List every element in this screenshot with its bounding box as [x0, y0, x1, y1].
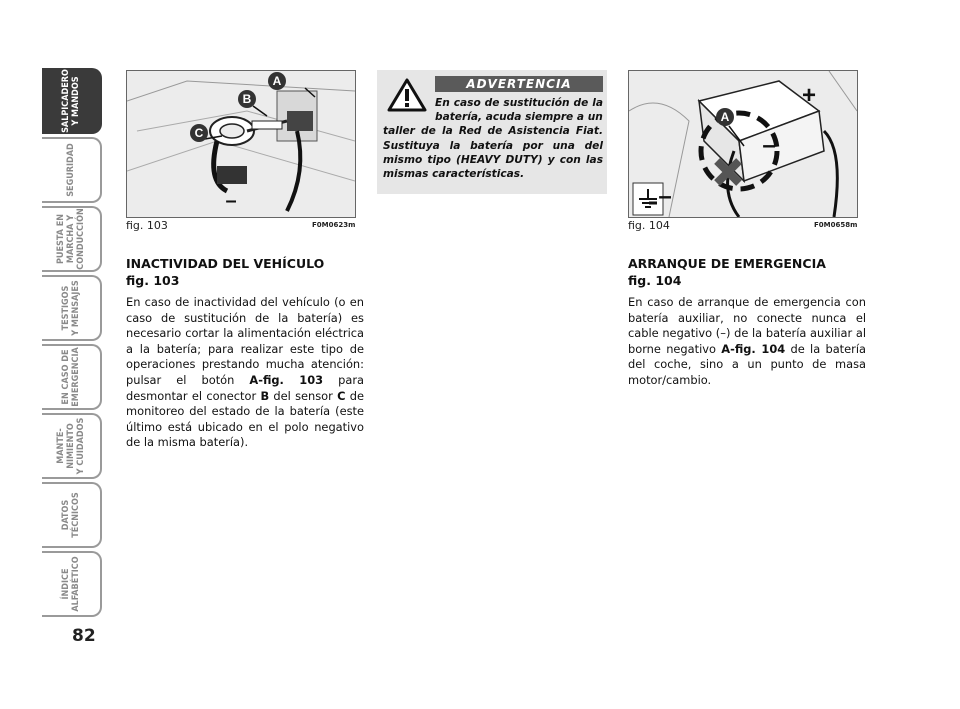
label-a: A — [720, 110, 730, 124]
minus-symbol-ground: – — [658, 183, 672, 210]
tab-label: DATOS TÉCNICOS — [61, 492, 81, 538]
ref-a-fig104: A-fig. 104 — [721, 341, 786, 356]
label-a: A — [272, 74, 282, 88]
inactivity-section — [126, 255, 364, 451]
section-heading: ARRANQUE DE EMERGENCIA — [628, 256, 826, 271]
section-paragraph: En caso de inactividad del vehículo (o en caso de sustitución de la batería) es necesario cortar la alimentación eléctrica a la batería; para realizar este tipo de operaciones prestando mucha atención: pulsar el botón A-fig. 103 para desmontar el conector B del sensor C de monitoreo del estado de la batería (este último está ubicado en el polo negativo de la misma batería). — [126, 295, 364, 450]
tab-puesta-en-marcha[interactable] — [42, 206, 102, 272]
tab-label: SEGURIDAD — [66, 143, 76, 197]
warning-text-first: En caso de sustitución de la batería, acuda siempre a un — [435, 97, 603, 124]
figure-103-caption: fig. 103 — [126, 219, 168, 232]
tab-label: PUESTA EN MARCHA Y CONDUCCIÓN — [56, 208, 86, 270]
label-b: B — [242, 92, 252, 106]
figure-103 — [126, 70, 356, 218]
page-number: 82 — [72, 626, 96, 646]
battery-jumpstart-illustration — [629, 71, 857, 217]
chapter-tabs — [42, 68, 106, 620]
figure-104-caption: fig. 104 — [628, 219, 670, 232]
ref-b: B — [260, 388, 270, 403]
tab-emergencia[interactable] — [42, 344, 102, 410]
section-heading-ref: fig. 103 — [126, 273, 180, 288]
warning-title: ADVERTENCIA — [435, 76, 603, 92]
emergency-start-section — [628, 255, 866, 389]
ref-c: C — [337, 388, 346, 403]
tab-datos-tecnicos[interactable] — [42, 482, 102, 548]
figure-103-code: F0M0623m — [312, 221, 356, 229]
tab-indice[interactable] — [42, 551, 102, 617]
label-c: C — [194, 126, 204, 140]
section-paragraph: En caso de arranque de emergencia con batería auxiliar, no conecte nunca el cable negativo (–) de la batería auxiliar al borne negativo A-fig. 104 de la batería del coche, sino a un punto de masa motor/cambio. — [628, 295, 866, 387]
tab-label: SALPICADERO Y MANDOS — [61, 69, 81, 133]
warning-text — [383, 96, 603, 181]
battery-connector-illustration — [127, 71, 355, 217]
minus-symbol: – — [225, 190, 237, 212]
plus-symbol: + — [801, 82, 817, 109]
minus-symbol: – — [762, 132, 776, 159]
figure-104-code: F0M0658m — [814, 221, 858, 229]
tab-salpicadero[interactable] — [42, 68, 102, 134]
warning-text-rest: taller de la Red de Asistencia Fiat. Sustituya la batería por una del mismo tipo (HEAVY DUTY) y con las mismas características. — [383, 125, 603, 181]
tab-mantenimiento[interactable] — [42, 413, 102, 479]
section-heading: INACTIVIDAD DEL VEHÍCULO — [126, 256, 325, 271]
tab-label: TESTIGOS Y MENSAJES — [61, 280, 81, 336]
tab-testigos[interactable] — [42, 275, 102, 341]
figure-104 — [628, 70, 858, 218]
tab-label: EN CASO DE EMERGENCIA — [61, 347, 81, 407]
tab-label: ÍNDICE ALFABÉTICO — [61, 556, 81, 612]
tab-label: MANTE- NIMIENTO Y CUIDADOS — [56, 417, 86, 475]
section-heading-ref: fig. 104 — [628, 273, 682, 288]
warning-box — [377, 70, 607, 194]
tab-seguridad[interactable] — [42, 137, 102, 203]
ref-a-fig103: A-fig. 103 — [249, 372, 324, 387]
